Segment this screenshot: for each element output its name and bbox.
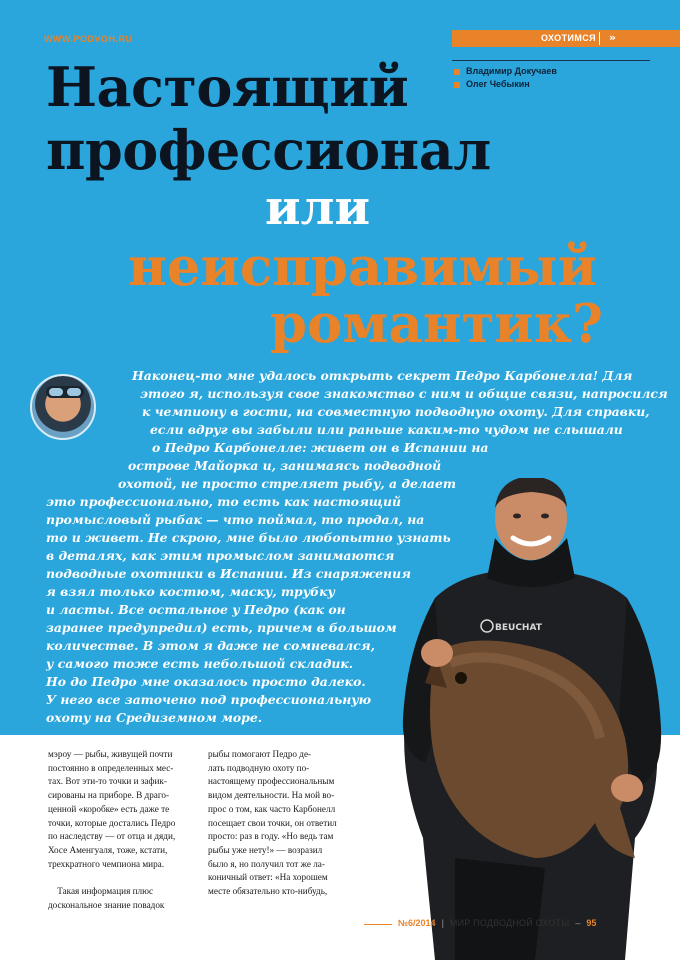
wetsuit-legs [455, 858, 545, 960]
column-line: посещает свои точки, он ответил [208, 817, 337, 828]
bullet-icon [454, 69, 460, 75]
mask-lens [67, 388, 81, 396]
intro-line: подводные охотники в Испании. Из снаряжения [46, 566, 411, 581]
intro-line: У него все заточено под профессиональную [46, 692, 372, 707]
column-line: было я, но получил тот же ла- [208, 858, 325, 869]
column-line: трехкратного чемпиона мира. [48, 858, 165, 869]
body-column-1 [48, 748, 206, 912]
author-item [452, 79, 557, 92]
double-chevron-right-icon: » [608, 31, 616, 44]
column-line: Хосе Аменгуаля, тоже, кстати, [48, 844, 168, 855]
intro-line: Но до Педро мне оказалось просто далеко. [46, 674, 366, 689]
intro-line: то и живет. Не скрою, мне было любопытно узнать [46, 530, 451, 545]
column-line: по наследству — от отца и дяди, [48, 831, 176, 842]
section-bar [452, 30, 680, 47]
column-line: коничный ответ: «На хорошем [208, 872, 328, 883]
authors-rule [452, 60, 650, 61]
intro-line: если вдруг вы забыли или раньше каким-то чудом не слышали [150, 422, 623, 437]
body-column-2 [208, 748, 366, 899]
intro-line: промысловый рыбак — что поймал, то продал, на [46, 512, 425, 527]
column-line: доскональное знание повадок [48, 899, 165, 910]
column-line: Такая информация плюс [48, 886, 154, 897]
section-divider [599, 32, 600, 45]
page-footer [398, 918, 596, 928]
intro-line: у самого тоже есть небольшой складик. [46, 656, 354, 671]
author-portrait [30, 374, 96, 440]
intro-line: и ласты. Все остальное у Педро (как он [46, 602, 346, 617]
title-line-4: неисправимый [128, 236, 597, 298]
column-line [48, 871, 206, 885]
diver-photo [395, 478, 665, 960]
bullet-icon [454, 82, 460, 88]
column-line: ценной «коробке» есть даже те [48, 803, 170, 814]
column-line: тах. Вот эти-то точки и зафик- [48, 776, 167, 787]
diver-hand-left [421, 639, 453, 667]
diver-eye [513, 514, 521, 519]
title-line-3: или [265, 180, 371, 236]
column-line: прос о том, как часто Карбонелл [208, 803, 336, 814]
footer-rule [364, 924, 392, 925]
intro-line: количестве. В этом я даже не сомневался, [46, 638, 375, 653]
column-line: видом деятельности. На мой во- [208, 790, 335, 801]
column-line: постоянно в определенных мес- [48, 762, 174, 773]
intro-line: охоту на Средиземном море. [46, 710, 263, 725]
intro-line: это профессионально, то есть как настоящий [46, 494, 402, 509]
author-list [452, 66, 557, 92]
magazine-name: МИР ПОДВОДНОЙ ОХОТЫ [449, 918, 570, 928]
column-line: лать подводную охоту по- [208, 762, 310, 773]
mask-lens [49, 388, 63, 396]
intro-line: Наконец-то мне удалось открыть секрет Педро Карбонелла! Для [132, 368, 633, 383]
author-item [452, 66, 557, 79]
column-line: просто: раз в году. «Но ведь там [208, 831, 334, 842]
author-name: Олег Чебыкин [466, 79, 530, 89]
intro-line: я взял только костюм, маску, трубку [46, 584, 335, 599]
title-line-2: профессионал [46, 118, 491, 182]
column-line: месте обязательно кто-нибудь, [208, 886, 328, 897]
title-line-1: Настоящий [46, 55, 409, 119]
fish-eye [455, 672, 467, 684]
diver-hand-right [611, 774, 643, 802]
section-label: ОХОТИМСЯ [540, 33, 596, 43]
intro-line: острове Майорка и, занимаясь подводной [128, 458, 442, 473]
author-name: Владимир Докучаев [466, 66, 557, 76]
site-url[interactable]: WWW.PODVOH.RU [44, 34, 133, 44]
issue-number: №6/2014 [398, 918, 436, 928]
column-line: сированы на приборе. В драго- [48, 790, 170, 801]
wetsuit-brand: BEUCHAT [495, 623, 542, 633]
intro-line: к чемпиону в гости, на совместную подводную охоту. Для справки, [142, 404, 650, 419]
footer-separator: – [575, 918, 581, 928]
page-number: 95 [586, 918, 597, 928]
title-line-5: романтик? [270, 293, 604, 355]
column-line: рыбы уже нету!» — возразил [208, 844, 323, 855]
diver-eye [541, 514, 549, 519]
intro-line: этого я, используя свое знакомство с ним и общие связи, напросился [140, 386, 668, 401]
column-line: мэроу — рыбы, живущей почти [48, 749, 173, 759]
footer-separator: | [441, 918, 444, 928]
intro-line: заранее предупредил) есть, причем в большом [46, 620, 397, 635]
column-line: рыбы помогают Педро де- [208, 749, 312, 759]
column-line: настоящему профессиональным [208, 776, 335, 787]
intro-line: в деталях, как этим промыслом занимаются [46, 548, 395, 563]
intro-line: о Педро Карбонелле: живет он в Испании на [152, 440, 489, 455]
intro-line: охотой, не просто стреляет рыбу, а делает [118, 476, 456, 491]
column-line: точки, которые достались Педро [48, 817, 176, 828]
